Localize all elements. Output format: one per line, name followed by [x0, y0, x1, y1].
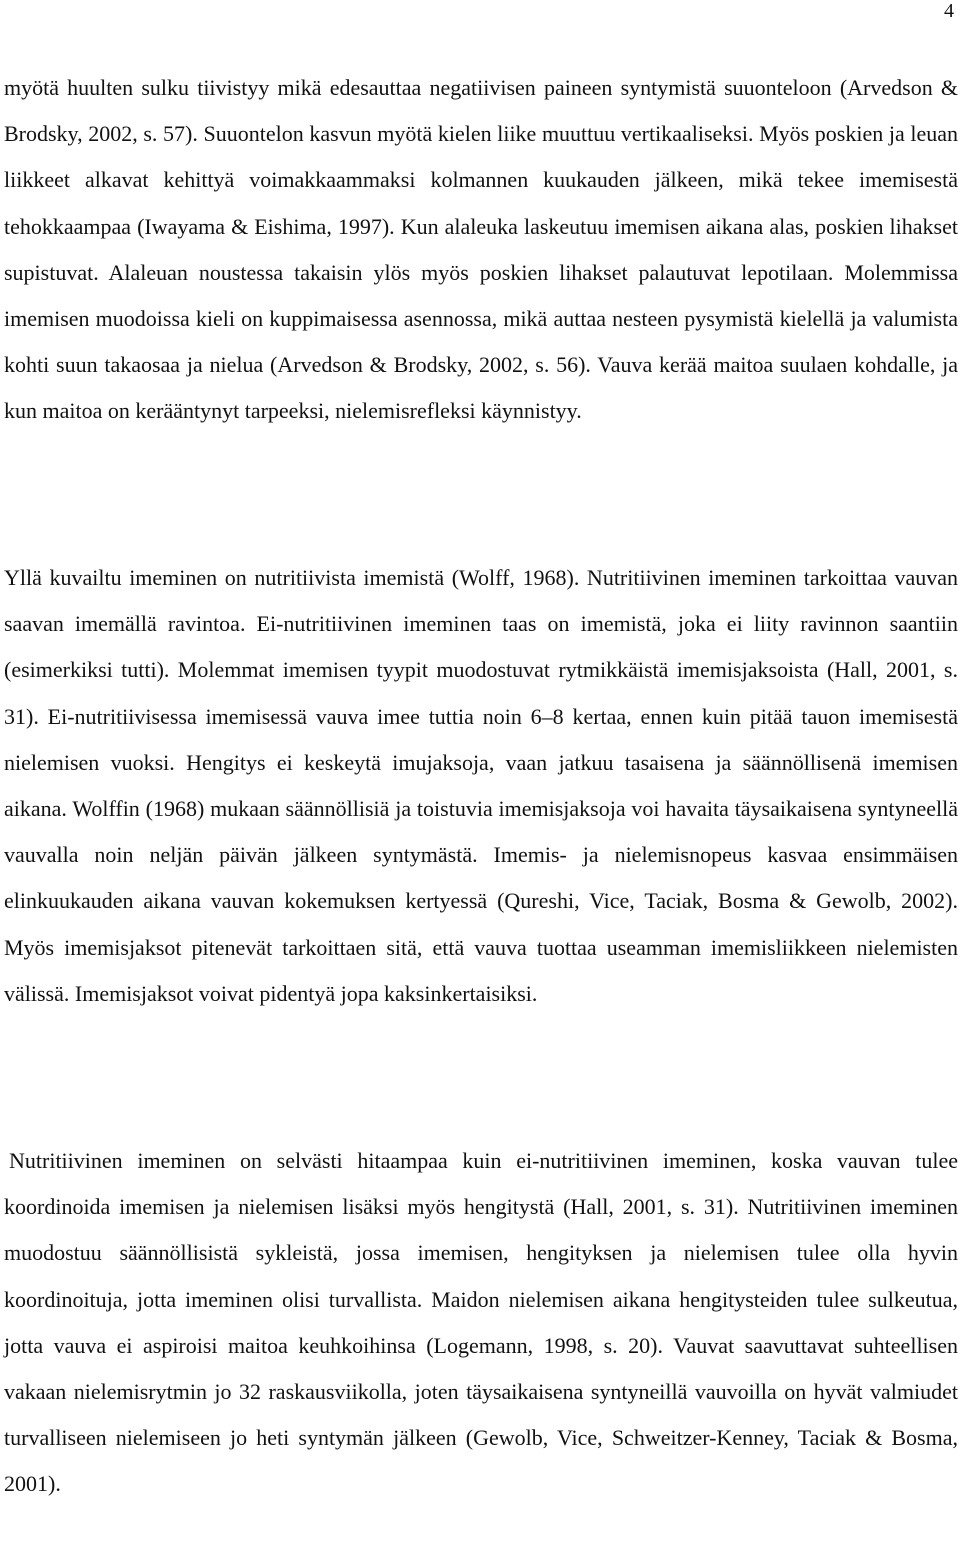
paragraph-sucking-coordination: Nutritiivinen imeminen on selvästi hitaampaa kuin ei-nutritiivinen imeminen, koska vauvan tulee koordinoida imemisen ja nielemisen lisäksi myös hengitystä (Hall, 2001, s. 31). Nutritiivinen imeminen muodostuu säännöllisistä sykleistä, jossa imemisen, hengityksen ja nielemisen tulee olla hyvin koordinoituja, jotta imeminen olisi turvallista. Maidon nielemisen aikana hengitysteiden tulee sulkeutua, jotta vauva ei aspiroisi maitoa keuhkoihinsa (Logemann, 1998, s. 20). Vauvat saavuttavat suhteellisen vakaan nielemisrytmin jo 32 raskausviikolla, joten täysaikaisena syntyneillä vauvoilla on hyvät valmiudet turvalliseen nielemiseen jo heti syntymän jälkeen (Gewolb, Vice, Schweitzer-Kenney, Taciak & Bosma, 2001).	[4, 1148, 958, 1497]
paragraph-sucking-mechanics: myötä huulten sulku tiivistyy mikä edesauttaa negatiivisen paineen syntymistä suuonteloon (Arvedson & Brodsky, 2002, s. 57). Suuontelon kasvun myötä kielen liike muuttuu vertikaaliseksi. Myös poskien ja leuan liikkeet alkavat kehittyä voimakkaammaksi kolmannen kuukauden jälkeen, mikä tekee imemisestä tehokkaampaa (Iwayama & Eishima, 1997). Kun alaleuka laskeutuu imemisen aikana alas, poskien lihakset supistuvat. Alaleuan noustessa takaisin ylös myös poskien lihakset palautuvat lepotilaan. Molemmissa imemisen muodoissa kieli on kuppimaisessa asennossa, mikä auttaa nesteen pysymistä kielellä ja valumista kohti suun takaosaa ja nielua (Arvedson & Brodsky, 2002, s. 56). Vauva kerää maitoa suulaen kohdalle, ja kun maitoa on kerääntynyt tarpeeksi, nielemisrefleksi käynnistyy.	[4, 75, 958, 424]
paragraph-nutritive-sucking: Yllä kuvailtu imeminen on nutritiivista imemistä (Wolff, 1968). Nutritiivinen imeminen tarkoittaa vauvan saavan imemällä ravintoa. Ei-nutritiivinen imeminen taas on imemistä, joka ei liity ravinnon saantiin (esimerkiksi tutti). Molemmat imemisen tyypit muodostuvat rytmikkäistä imemisjaksoista (Hall, 2001, s. 31). Ei-nutritiivisessa imemisessä vauva imee tuttia noin 6–8 kertaa, ennen kuin pitää tauon imemisestä nielemisen vuoksi. Hengitys ei keskeytä imujaksoja, vaan jatkuu tasaisena ja säännöllisenä imemisen aikana. Wolffin (1968) mukaan säännöllisiä ja toistuvia imemisjaksoja voi havaita täysaikaisena syntyneellä vauvalla noin neljän päivän jälkeen syntymästä. Imemis- ja nielemisnopeus kasvaa ensimmäisen elinkuukauden aikana vauvan kokemuksen kertyessä (Qureshi, Vice, Taciak, Bosma & Gewolb, 2002). Myös imemisjaksot pitenevät tarkoittaen sitä, että vauva tuottaa useamman imemisliikkeen nielemisten välissä. Imemisjaksot voivat pidentyä jopa kaksinkertaisiksi.	[4, 565, 958, 1006]
page-number: 4	[944, 0, 954, 22]
